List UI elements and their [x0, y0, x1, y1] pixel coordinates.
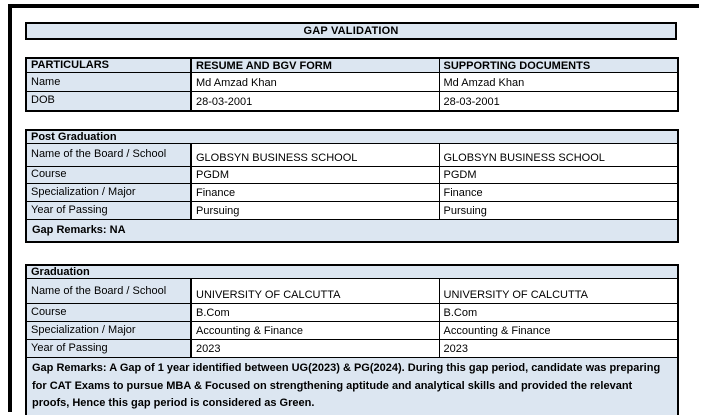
- graduation-table: [25, 264, 679, 415]
- row-label-board-school: Name of the Board / School: [26, 279, 191, 304]
- ug-specialization-resume-value: Accounting & Finance: [191, 322, 439, 340]
- column-header-resume: RESUME AND BGV FORM: [191, 58, 439, 73]
- column-header-supporting: SUPPORTING DOCUMENTS: [439, 58, 678, 73]
- name-supporting-value: Md Amzad Khan: [439, 73, 678, 92]
- dob-resume-value: 28-03-2001: [191, 92, 439, 111]
- pg-year-supporting-value: Pursuing: [439, 201, 678, 219]
- name-resume-value: Md Amzad Khan: [191, 73, 439, 92]
- table-row: [26, 322, 678, 340]
- ug-course-supporting-value: B.Com: [439, 304, 678, 322]
- row-label-dob: DOB: [26, 92, 191, 111]
- section-header-row: [26, 130, 678, 144]
- pg-specialization-supporting-value: Finance: [439, 183, 678, 201]
- section-header-row: [26, 265, 678, 279]
- pg-course-resume-value: PGDM: [191, 166, 439, 183]
- gap-validation-document: [25, 22, 677, 415]
- post-graduation-table: [25, 129, 679, 244]
- column-header-particulars: PARTICULARS: [26, 58, 191, 73]
- gap-remarks-row: [26, 358, 678, 415]
- pg-board-resume-value: GLOBSYN BUSINESS SCHOOL: [191, 143, 439, 166]
- post-graduation-gap-remarks: Gap Remarks: NA: [26, 219, 678, 242]
- table-row: [26, 166, 678, 183]
- table-row: [26, 92, 678, 111]
- row-label-board-school: Name of the Board / School: [26, 143, 191, 166]
- gap-remarks-row: [26, 219, 678, 242]
- pg-board-supporting-value: GLOBSYN BUSINESS SCHOOL: [439, 143, 678, 166]
- particulars-table: [25, 57, 679, 112]
- row-label-year-of-passing: Year of Passing: [26, 201, 191, 219]
- ug-board-resume-value: UNIVERSITY OF CALCUTTA: [191, 279, 439, 304]
- section-title-graduation: Graduation: [26, 265, 678, 279]
- row-label-specialization: Specialization / Major: [26, 183, 191, 201]
- row-label-course: Course: [26, 166, 191, 183]
- ug-specialization-supporting-value: Accounting & Finance: [439, 322, 678, 340]
- row-label-year-of-passing: Year of Passing: [26, 340, 191, 358]
- table-row: [26, 304, 678, 322]
- table-row: [26, 340, 678, 358]
- pg-year-resume-value: Pursuing: [191, 201, 439, 219]
- row-label-course: Course: [26, 304, 191, 322]
- table-row: [26, 279, 678, 304]
- ug-course-resume-value: B.Com: [191, 304, 439, 322]
- pg-course-supporting-value: PGDM: [439, 166, 678, 183]
- table-row: [26, 201, 678, 219]
- table-row: [26, 143, 678, 166]
- row-label-specialization: Specialization / Major: [26, 322, 191, 340]
- document-title-bar: [25, 22, 677, 40]
- pg-specialization-resume-value: Finance: [191, 183, 439, 201]
- ug-board-supporting-value: UNIVERSITY OF CALCUTTA: [439, 279, 678, 304]
- dob-supporting-value: 28-03-2001: [439, 92, 678, 111]
- section-title-post-graduation: Post Graduation: [26, 130, 678, 144]
- table-header-row: [26, 58, 678, 73]
- ug-year-supporting-value: 2023: [439, 340, 678, 358]
- ug-year-resume-value: 2023: [191, 340, 439, 358]
- page-title: GAP VALIDATION: [303, 25, 399, 37]
- row-label-name: Name: [26, 73, 191, 92]
- graduation-gap-remarks: Gap Remarks: A Gap of 1 year identified between UG(2023) & PG(2024). During this gap period, candidate was preparing for CAT Exams to pursue MBA & Focused on strengthening aptitude and analytical skills and provided the relevant proofs, Hence this gap period is considered as Green.: [26, 358, 678, 415]
- table-row: [26, 73, 678, 92]
- table-row: [26, 183, 678, 201]
